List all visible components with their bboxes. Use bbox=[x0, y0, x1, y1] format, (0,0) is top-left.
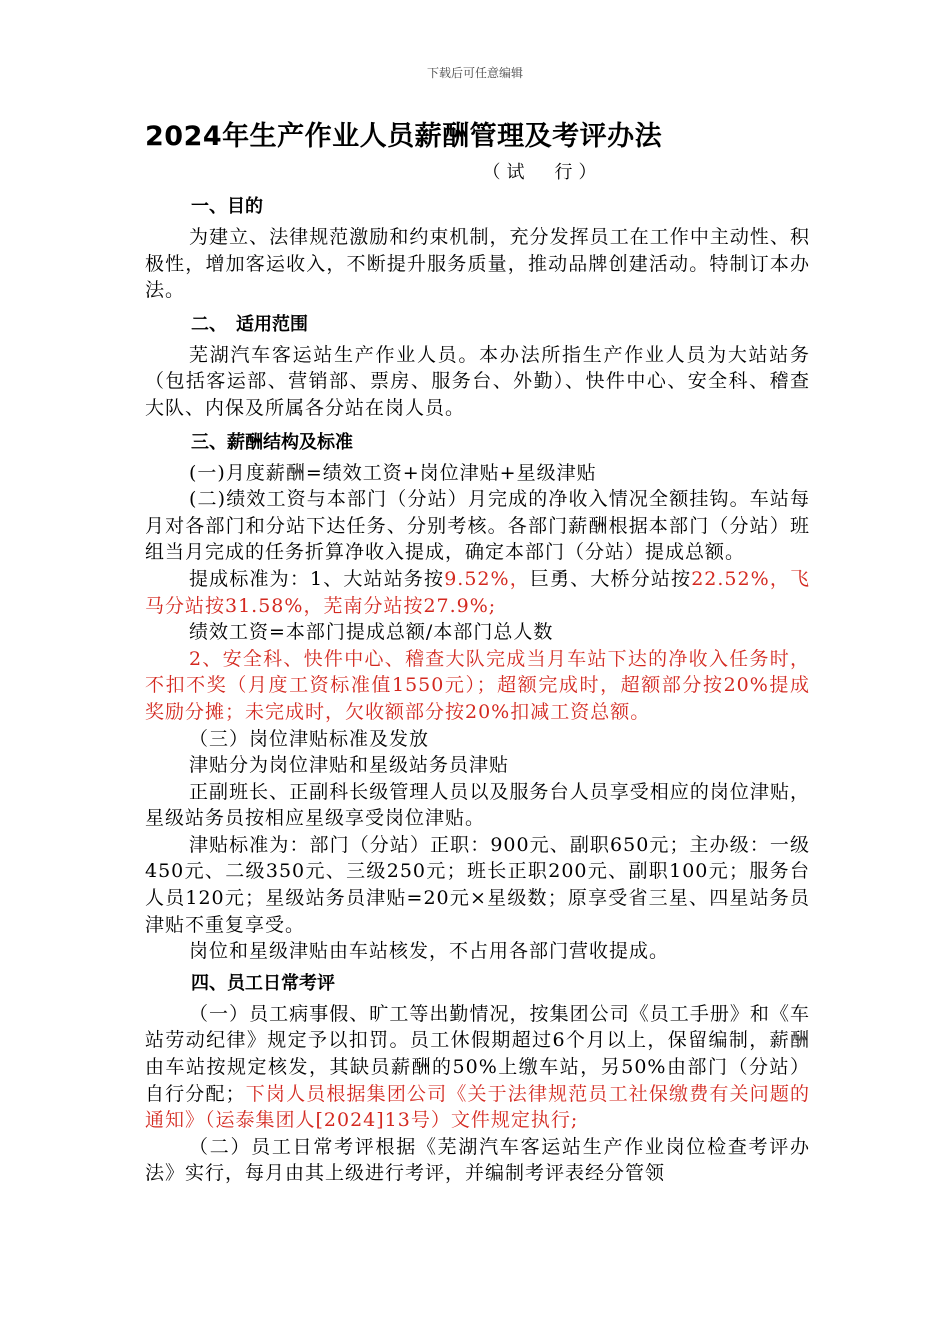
section-heading-salary-structure: 三、薪酬结构及标准 bbox=[191, 431, 353, 453]
paragraph: 津贴标准为：部门（分站）正职：900元、副职650元；主办级：一级450元、二级350元、三级250元；班长正职200元、副职100元；服务台人员120元；星级站务员津贴=20元×星级数；原享受省三星、四星站务员津贴不重复享受。 bbox=[145, 833, 810, 936]
text-run-red: 9.52%， bbox=[444, 567, 530, 590]
section-heading-scope: 二、 适用范围 bbox=[191, 313, 308, 335]
document-body bbox=[145, 118, 810, 1187]
paragraph: 正副班长、正副科长级管理人员以及服务台人员享受相应的岗位津贴，星级站务员按相应星级享受岗位津贴。 bbox=[145, 780, 810, 830]
paragraph: 津贴分为岗位津贴和星级站务员津贴 bbox=[189, 754, 510, 777]
paragraph-attendance bbox=[145, 1001, 810, 1134]
text-run-red: 下岗人员根据集团公司《关于法律规范员工社保缴费有关问题的通知》（运泰集团人[2024]13号）文件规定执行; bbox=[145, 1082, 810, 1132]
section-heading-purpose: 一、目的 bbox=[191, 196, 263, 217]
paragraph-red: 2、安全科、快件中心、稽查大队完成当月车站下达的净收入任务时，不扣不奖（月度工资标准值1550元）；超额完成时，超额部分按20%提成奖励分摊；未完成时，欠收额部分按20%扣减工资总额。 bbox=[145, 647, 810, 723]
paragraph: 绩效工资=本部门提成总额/本部门总人数 bbox=[189, 621, 554, 644]
paragraph: 芜湖汽车客运站生产作业人员。本办法所指生产作业人员为大站站务（包括客运部、营销部、票房、服务台、外勤）、快件中心、安全科、稽查大队、内保及所属各分站在岗人员。 bbox=[145, 343, 810, 419]
section-heading-daily-evaluation: 四、员工日常考评 bbox=[191, 972, 335, 994]
document-title: 2024年生产作业人员薪酬管理及考评办法 bbox=[145, 121, 663, 152]
text-run-red: 22.52%，飞马分站按31.58%，芜南分站按27.9%; bbox=[145, 567, 810, 617]
header-note: 下载后可任意编辑 bbox=[426, 66, 523, 80]
text-run: 提成标准为：1、大站站务按 bbox=[189, 567, 445, 590]
paragraph: (二)绩效工资与本部门（分站）月完成的净收入情况全额挂钩。车站每月对各部门和分站下达任务、分别考核。各部门薪酬根据本部门（分站）班组当月完成的任务折算净收入提成，确定本部门（分站）提成总额。 bbox=[145, 488, 810, 564]
paragraph: （三）岗位津贴标准及发放 bbox=[189, 727, 430, 750]
text-run: 巨勇、大桥分站按 bbox=[529, 567, 692, 590]
document-subtitle: （试 行） bbox=[482, 162, 603, 183]
paragraph: （二）员工日常考评根据《芜湖汽车客运站生产作业岗位检查考评办法》实行，每月由其上级进行考评，并编制考评表经分管领 bbox=[145, 1135, 810, 1185]
paragraph-commission-rates bbox=[145, 566, 810, 619]
paragraph: 为建立、法律规范激励和约束机制，充分发挥员工在工作中主动性、积极性，增加客运收入，不断提升服务质量，推动品牌创建活动。特制订本办法。 bbox=[145, 226, 810, 302]
paragraph: 岗位和星级津贴由车站核发，不占用各部门营收提成。 bbox=[189, 940, 670, 963]
paragraph: (一)月度薪酬=绩效工资+岗位津贴+星级津贴 bbox=[189, 461, 597, 484]
text-run: （一）员工病事假、旷工等出勤情况，按集团公司《员工手册》和《车站劳动纪律》规定予以扣罚。员工休假期超过6个月以上，保留编制，薪酬由车站按规定核发，其缺员薪酬的50%上缴车站，另50%由部门（分站）自行分配； bbox=[145, 1002, 810, 1105]
